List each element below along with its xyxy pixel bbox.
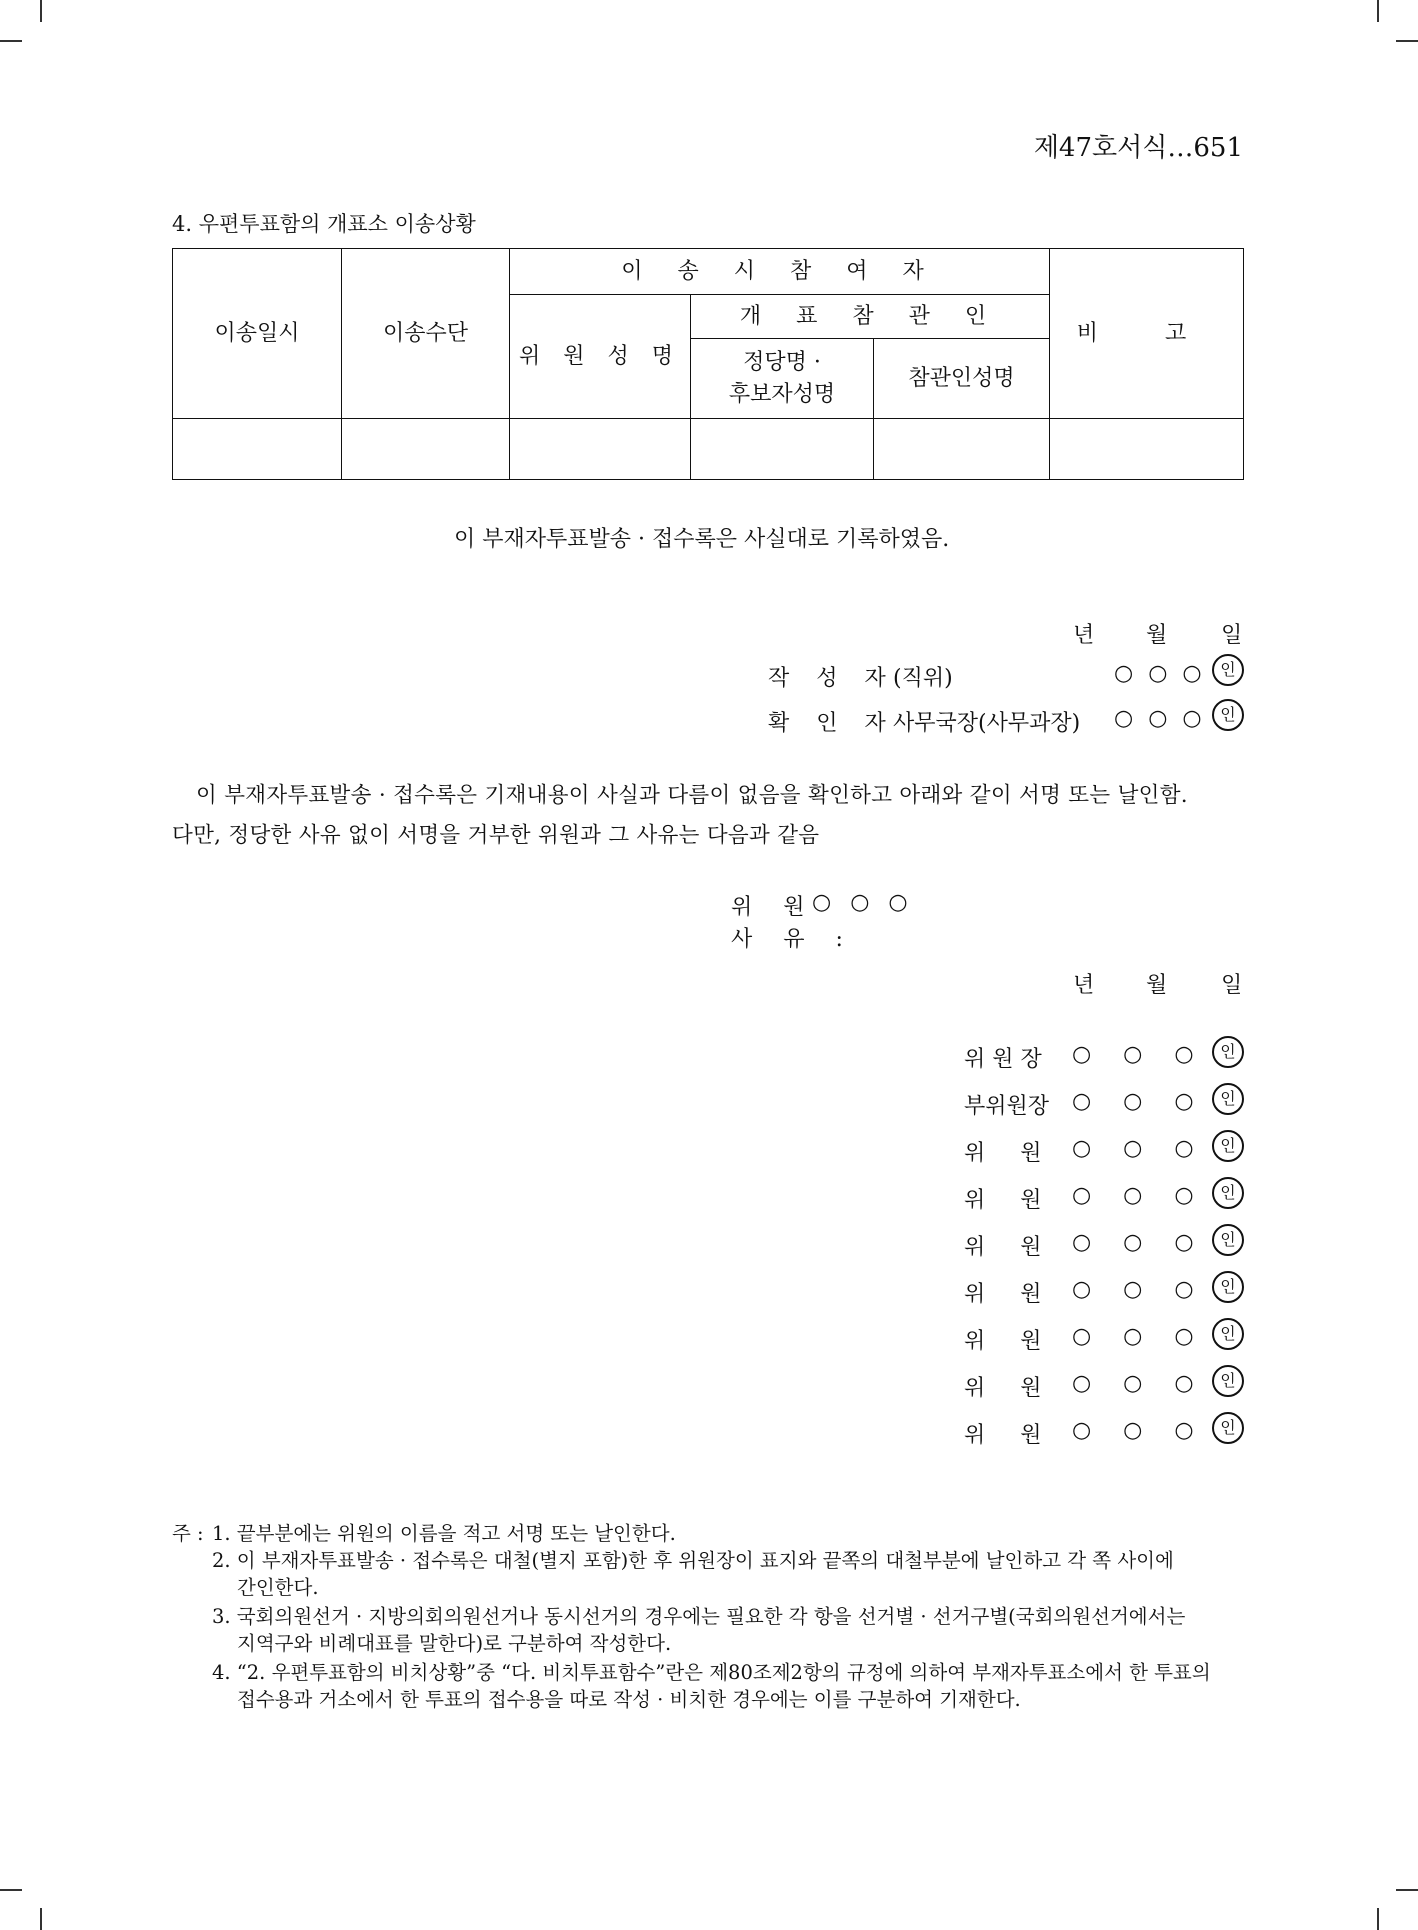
signatory-name-circles[interactable]: ○ ○ ○ [1072, 1277, 1200, 1302]
note-2-line2: 간인한다. [237, 1576, 319, 1599]
signatory-role: 위 원 [964, 1141, 1042, 1166]
header-datetime: 이송일시 [173, 249, 342, 419]
seal-icon: 인 [1212, 699, 1244, 731]
date-month-label: 월 [1146, 623, 1168, 648]
signatory-role: 위 원 [964, 1282, 1042, 1307]
seal-icon: 인 [1212, 1271, 1244, 1303]
signatory-name-circles[interactable]: ○ ○ ○ [1072, 1230, 1200, 1255]
signatory-role: 위 원 [964, 1376, 1042, 1401]
cell-means[interactable] [342, 419, 510, 480]
note-4-line1: 4. “2. 우편투표함의 비치상황”중 “다. 비치투표함수”란은 제80조제2항의 규정에 의하여 부재자투표소에서 한 투표의 [212, 1661, 1211, 1684]
signatory-row [960, 1083, 1243, 1123]
date-year-label: 년 [1073, 623, 1095, 648]
cell-member-name[interactable] [510, 419, 691, 480]
signatory-row [960, 1271, 1243, 1311]
crop-mark [1396, 1889, 1418, 1891]
seal-icon: 인 [1212, 1177, 1244, 1209]
signatory-row [960, 1224, 1243, 1264]
page-reference: 제47호서식…651 [1033, 133, 1243, 163]
refusal-member-circles[interactable]: ○ ○ ○ [812, 890, 914, 915]
header-observer-name: 참관인성명 [874, 339, 1050, 419]
seal-icon: 인 [1212, 1130, 1244, 1162]
header-remarks: 비 고 [1050, 249, 1244, 419]
signatory-name-circles[interactable]: ○ ○ ○ [1072, 1089, 1200, 1114]
signatory-role: 위 원 [964, 1235, 1042, 1260]
seal-icon: 인 [1212, 1083, 1244, 1115]
note-3-line1: 3. 국회의원선거 · 지방의회의원선거나 동시선거의 경우에는 필요한 각 항을 선거별 · 선거구별(국회의원선거에서는 [212, 1605, 1186, 1628]
seal-icon: 인 [1212, 1365, 1244, 1397]
signatory-role: 위 원 장 [964, 1047, 1042, 1072]
signatory-role: 부위원장 [964, 1094, 1050, 1119]
crop-mark [1377, 1908, 1379, 1930]
note-3-line2: 지역구와 비례대표를 말한다)로 구분하여 작성한다. [237, 1632, 672, 1655]
signatory-role: 위 원 [964, 1423, 1042, 1448]
crop-mark [1396, 40, 1418, 42]
cell-remarks[interactable] [1050, 419, 1244, 480]
header-means: 이송수단 [342, 249, 510, 419]
confirmation-paragraph-line1: 이 부재자투표발송 · 접수록은 기재내용이 사실과 다름이 없음을 확인하고 아래와 같이 서명 또는 날인함. [196, 783, 1188, 808]
header-participants: 이 송 시 참 여 자 [510, 249, 1050, 295]
cell-observer-name[interactable] [874, 419, 1050, 480]
crop-mark [0, 1889, 22, 1891]
table-row [173, 419, 1244, 480]
header-observers: 개 표 참 관 인 [691, 295, 1050, 339]
notes-prefix: 주 : [172, 1522, 204, 1545]
signatory-row [960, 1130, 1243, 1170]
signatory-role: 위 원 [964, 1329, 1042, 1354]
signatory-row [960, 1365, 1243, 1405]
header-party-line1: 정당명 · [743, 349, 821, 375]
crop-mark [40, 1908, 42, 1930]
refusal-member-label: 위 원 [731, 895, 817, 920]
date-day-label: 일 [1221, 623, 1243, 648]
crop-mark [40, 0, 42, 22]
header-party-candidate [691, 339, 874, 419]
header-party-line2: 후보자성명 [728, 381, 836, 407]
author-title: (직위) [893, 666, 953, 691]
date-year-label: 년 [1073, 973, 1095, 998]
signatory-row [960, 1318, 1243, 1358]
seal-icon: 인 [1212, 1412, 1244, 1444]
cell-datetime[interactable] [173, 419, 342, 480]
signatory-name-circles[interactable]: ○ ○ ○ [1072, 1183, 1200, 1208]
seal-icon: 인 [1212, 1224, 1244, 1256]
header-member-name: 위 원 성 명 [510, 295, 691, 419]
signatory-name-circles[interactable]: ○ ○ ○ [1072, 1136, 1200, 1161]
date-month-label: 월 [1146, 973, 1168, 998]
seal-icon: 인 [1212, 654, 1244, 686]
signatory-name-circles[interactable]: ○ ○ ○ [1072, 1042, 1200, 1067]
note-2-line1: 2. 이 부재자투표발송 · 접수록은 대철(별지 포함)한 후 위원장이 표지와 끝쪽의 대철부분에 날인하고 각 쪽 사이에 [212, 1549, 1174, 1572]
confirmer-label: 확 인 자 [768, 711, 896, 736]
signatory-row [960, 1036, 1243, 1076]
confirmer-title: 사무국장(사무과장) [893, 711, 1081, 736]
signatory-name-circles[interactable]: ○ ○ ○ [1072, 1324, 1200, 1349]
signatory-role: 위 원 [964, 1188, 1042, 1213]
transfer-status-table [172, 248, 1244, 480]
confirmation-paragraph-line2: 다만, 정당한 사유 없이 서명을 거부한 위원과 그 사유는 다음과 같음 [172, 823, 820, 848]
signatory-row [960, 1412, 1243, 1452]
record-statement: 이 부재자투표발송 · 접수록은 사실대로 기록하였음. [454, 527, 950, 552]
signatory-name-circles[interactable]: ○ ○ ○ [1072, 1371, 1200, 1396]
seal-icon: 인 [1212, 1036, 1244, 1068]
author-label: 작 성 자 [768, 666, 896, 691]
signatory-row [960, 1177, 1243, 1217]
cell-party-candidate[interactable] [691, 419, 874, 480]
confirmer-name-circles: ○ ○ ○ [1114, 706, 1206, 731]
crop-mark [1377, 0, 1379, 22]
section-title: 4. 우편투표함의 개표소 이송상황 [172, 212, 476, 236]
crop-mark [0, 40, 22, 42]
note-1: 1. 끝부분에는 위원의 이름을 적고 서명 또는 날인한다. [212, 1522, 676, 1545]
note-4-line2: 접수용과 거소에서 한 투표의 접수용을 따로 작성 · 비치한 경우에는 이를 구분하여 기재한다. [237, 1688, 1021, 1711]
author-name-circles: ○ ○ ○ [1114, 661, 1206, 686]
seal-icon: 인 [1212, 1318, 1244, 1350]
refusal-reason-label: 사 유 : [731, 927, 855, 952]
date-day-label: 일 [1221, 973, 1243, 998]
signatory-name-circles[interactable]: ○ ○ ○ [1072, 1418, 1200, 1443]
